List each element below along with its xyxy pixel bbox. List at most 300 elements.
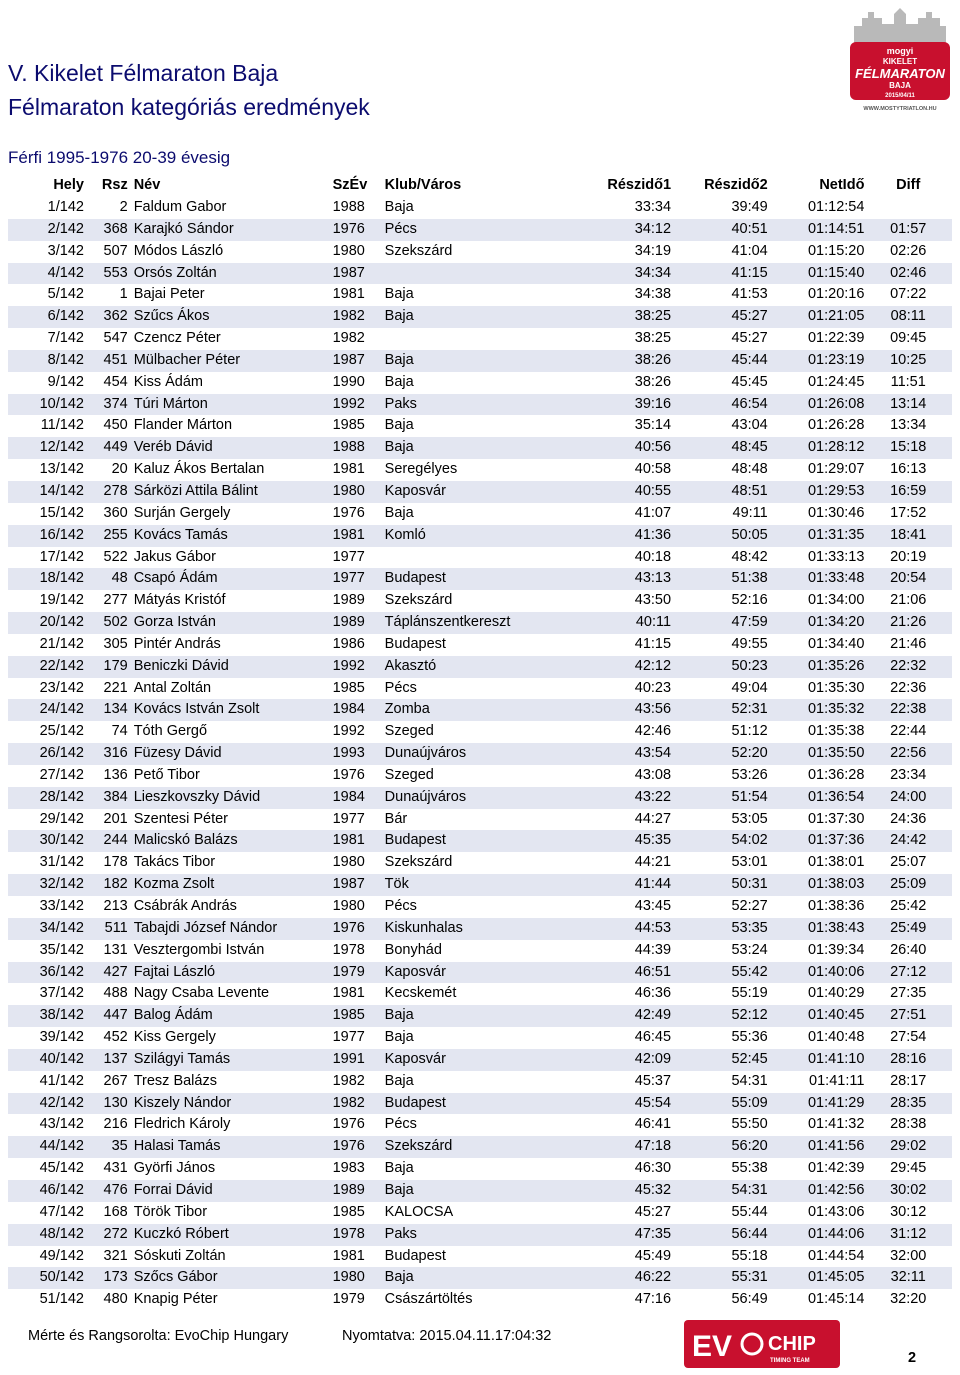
cell-szev: 1988 xyxy=(333,437,379,459)
cell-reszido1: 44:21 xyxy=(634,854,672,871)
cell-szev: 1993 xyxy=(333,743,379,765)
cell-reszido1: 43:22 xyxy=(597,787,671,809)
cell-rsz: 178 xyxy=(103,854,128,871)
cell-rsz: 173 xyxy=(84,1267,128,1289)
cell-szev: 1989 xyxy=(333,612,379,634)
cell-klub: Baja xyxy=(379,1005,598,1027)
cell-reszido1: 44:39 xyxy=(634,941,672,958)
cell-nev: Surján Gergely xyxy=(133,504,231,521)
cell-nev: Malicskó Balázs xyxy=(128,830,333,852)
cell-nev: Karajkó Sándor xyxy=(128,219,333,241)
cell-netido: 01:37:36 xyxy=(768,830,865,852)
cell-reszido2: 50:23 xyxy=(671,656,768,678)
cell-diff: 24:36 xyxy=(890,810,927,827)
cell-reszido2: 55:38 xyxy=(731,1160,768,1177)
table-row xyxy=(8,721,952,743)
cell-hely: 48/142 xyxy=(8,1224,84,1246)
chip-text: CHIP xyxy=(768,1333,816,1355)
cell-klub: Szekszárd xyxy=(384,242,453,259)
cell-diff: 28:35 xyxy=(864,1093,952,1115)
cell-diff: 24:00 xyxy=(864,787,952,809)
cell-klub xyxy=(379,547,598,569)
cell-reszido2: 52:31 xyxy=(671,699,768,721)
cell-reszido2: 51:54 xyxy=(671,787,768,809)
cell-nev: Nagy Csaba Levente xyxy=(133,985,270,1002)
table-row xyxy=(8,1005,952,1027)
cell-hely: 24/142 xyxy=(8,699,84,721)
cell-klub: Budapest xyxy=(379,1093,598,1115)
cell-szev: 1981 xyxy=(332,286,365,303)
cell-klub: Kaposvár xyxy=(379,481,598,503)
cell-reszido2: 52:16 xyxy=(731,592,768,609)
cell-reszido1: 41:44 xyxy=(597,874,671,896)
cell-nev: Kiss Ádám xyxy=(133,373,204,390)
cell-diff: 28:17 xyxy=(890,1072,927,1089)
cell-hely: 38/142 xyxy=(8,1005,84,1027)
cell-hely: 44/142 xyxy=(8,1136,84,1158)
table-row xyxy=(8,1136,952,1158)
cell-rsz: 48 xyxy=(84,568,128,590)
cell-rsz: 480 xyxy=(103,1291,128,1308)
cell-nev: Kaluz Ákos Bertalan xyxy=(133,461,265,478)
cell-hely: 7/142 xyxy=(47,330,84,347)
cell-reszido1: 41:15 xyxy=(634,635,672,652)
cell-szev: 1980 xyxy=(333,1267,379,1289)
cell-hely: 39/142 xyxy=(39,1029,84,1046)
cell-klub: Szekszárd xyxy=(384,854,453,871)
col-hely: Hely xyxy=(53,176,84,193)
cell-klub: Szeged xyxy=(384,723,434,740)
cell-reszido1: 39:16 xyxy=(597,394,671,416)
col-netido: NetIdő xyxy=(819,176,865,193)
cell-klub: Baja xyxy=(379,1267,598,1289)
table-row xyxy=(8,962,952,984)
cell-rsz: 476 xyxy=(84,1180,128,1202)
cell-nev: Forrai Dávid xyxy=(128,1180,333,1202)
cell-diff: 20:54 xyxy=(864,568,952,590)
logo-line1: mogyi xyxy=(886,46,914,56)
cell-szev: 1980 xyxy=(333,481,379,503)
cell-nev: Vesztergombi István xyxy=(133,941,265,958)
table-row xyxy=(8,547,952,569)
cell-nev: Török Tibor xyxy=(133,1203,208,1220)
cell-reszido2: 55:50 xyxy=(731,1116,768,1133)
cell-hely: 40/142 xyxy=(8,1049,84,1071)
cell-rsz: 321 xyxy=(103,1247,128,1264)
cell-rsz: 267 xyxy=(103,1072,128,1089)
race-title: V. Kikelet Félmaraton Baja xyxy=(8,60,279,86)
cell-nev: Pintér András xyxy=(133,635,221,652)
cell-reszido2: 50:31 xyxy=(671,874,768,896)
cell-klub: Tök xyxy=(379,874,598,896)
cell-reszido1: 40:23 xyxy=(634,679,672,696)
cell-rsz: 452 xyxy=(103,1029,128,1046)
cell-szev: 1977 xyxy=(333,568,379,590)
cell-netido: 01:45:05 xyxy=(768,1267,865,1289)
cell-rsz: 507 xyxy=(103,242,128,259)
cell-hely: 13/142 xyxy=(39,461,84,478)
cell-rsz: 360 xyxy=(103,504,128,521)
table-row xyxy=(8,284,952,306)
cell-hely: 47/142 xyxy=(39,1203,84,1220)
col-reszido2: Részidő2 xyxy=(704,176,768,193)
cell-diff: 27:54 xyxy=(890,1029,927,1046)
results-subtitle: Félmaraton kategóriás eredmények xyxy=(8,94,370,120)
cell-diff: 22:36 xyxy=(890,679,927,696)
table-row xyxy=(8,1180,952,1202)
cell-szev: 1981 xyxy=(332,1247,365,1264)
cell-szev: 1983 xyxy=(332,1160,365,1177)
cell-klub: Pécs xyxy=(384,898,417,914)
cell-reszido2: 53:35 xyxy=(671,918,768,940)
cell-diff: 22:44 xyxy=(890,723,927,740)
cell-rsz: 431 xyxy=(103,1160,128,1177)
cell-hely: 33/142 xyxy=(39,898,84,914)
cell-szev: 1982 xyxy=(332,1072,365,1089)
cell-diff: 07:22 xyxy=(890,286,927,303)
cell-diff: 21:46 xyxy=(890,635,927,652)
cell-reszido2: 51:38 xyxy=(671,568,768,590)
cell-reszido1: 40:18 xyxy=(634,548,672,565)
cell-klub: Kiskunhalas xyxy=(379,918,598,940)
cell-diff: 18:41 xyxy=(864,525,952,547)
cell-rsz: 447 xyxy=(84,1005,128,1027)
cell-reszido2: 55:36 xyxy=(731,1029,768,1046)
cell-diff: 32:00 xyxy=(890,1247,927,1264)
cell-netido: 01:36:54 xyxy=(768,787,865,809)
table-row xyxy=(8,1093,952,1115)
cell-diff: 25:09 xyxy=(864,874,952,896)
cell-hely: 14/142 xyxy=(8,481,84,503)
cell-reszido2: 53:24 xyxy=(731,941,768,958)
cell-klub: Zomba xyxy=(379,699,598,721)
cell-reszido2: 45:45 xyxy=(731,373,768,390)
cell-reszido2: 48:48 xyxy=(731,461,768,478)
cell-netido: 01:40:48 xyxy=(807,1029,865,1046)
cell-netido: 01:38:43 xyxy=(768,918,865,940)
cell-klub: Baja xyxy=(384,1160,414,1177)
cell-rsz: 74 xyxy=(111,723,128,740)
cell-hely: 31/142 xyxy=(39,854,84,871)
cell-diff: 28:16 xyxy=(864,1049,952,1071)
cell-klub xyxy=(379,263,598,285)
cell-reszido1: 42:49 xyxy=(597,1005,671,1027)
table-row xyxy=(8,699,952,721)
cell-nev: Tabajdi József Nándor xyxy=(128,918,333,940)
cell-hely: 36/142 xyxy=(8,962,84,984)
cell-rsz: 522 xyxy=(103,548,128,565)
cell-diff xyxy=(864,197,952,219)
cell-rsz: 277 xyxy=(103,592,128,609)
cell-klub: Budapest xyxy=(384,1247,446,1264)
cell-reszido1: 35:14 xyxy=(634,417,672,434)
cell-szev: 1982 xyxy=(333,306,379,328)
cell-szev: 1992 xyxy=(333,394,379,416)
cell-netido: 01:33:48 xyxy=(768,568,865,590)
table-row xyxy=(8,1027,952,1049)
cell-netido: 01:29:07 xyxy=(807,461,865,478)
cell-nev: Fajtai László xyxy=(128,962,333,984)
cell-rsz: 278 xyxy=(84,481,128,503)
cell-netido: 01:21:05 xyxy=(768,306,865,328)
cell-szev: 1987 xyxy=(333,263,379,285)
cell-klub: Dunaújváros xyxy=(379,743,598,765)
cell-rsz: 35 xyxy=(84,1136,128,1158)
cell-reszido1: 34:38 xyxy=(634,286,672,303)
cell-netido: 01:38:03 xyxy=(768,874,865,896)
cell-szev: 1979 xyxy=(333,962,379,984)
cell-nev: Flander Márton xyxy=(133,417,233,434)
cell-hely: 2/142 xyxy=(8,219,84,241)
cell-szev: 1989 xyxy=(332,592,365,609)
cell-klub: Budapest xyxy=(384,635,446,652)
cell-rsz: 182 xyxy=(84,874,128,896)
cell-reszido1: 44:53 xyxy=(597,918,671,940)
cell-szev: 1976 xyxy=(332,1116,365,1133)
table-row xyxy=(8,787,952,809)
cell-nev: Takács Tibor xyxy=(133,854,216,871)
cell-netido: 01:39:34 xyxy=(807,941,865,958)
cell-netido: 01:41:56 xyxy=(768,1136,865,1158)
table-row xyxy=(8,852,952,874)
cell-hely: 8/142 xyxy=(8,350,84,372)
cell-szev: 1987 xyxy=(333,874,379,896)
cell-hely: 6/142 xyxy=(8,306,84,328)
cell-hely: 29/142 xyxy=(39,810,84,827)
table-row xyxy=(8,459,952,481)
cell-netido: 01:35:38 xyxy=(807,723,865,740)
cell-reszido1: 34:19 xyxy=(634,242,672,259)
table-row xyxy=(8,590,952,612)
table-row xyxy=(8,1289,952,1311)
cell-rsz: 449 xyxy=(84,437,128,459)
cell-nev: Veréb Dávid xyxy=(128,437,333,459)
cell-netido: 01:40:06 xyxy=(768,962,865,984)
cell-nev: Antal Zoltán xyxy=(133,679,212,696)
cell-netido: 01:15:20 xyxy=(807,242,865,259)
cell-nev: Kiszely Nándor xyxy=(128,1093,333,1115)
cell-szev: 1981 xyxy=(333,525,379,547)
cell-hely: 27/142 xyxy=(39,766,84,783)
cell-diff: 27:51 xyxy=(864,1005,952,1027)
cell-reszido1: 43:13 xyxy=(597,568,671,590)
cell-diff: 24:42 xyxy=(864,830,952,852)
cell-nev: Czencz Péter xyxy=(133,330,221,347)
cell-diff: 16:59 xyxy=(864,481,952,503)
cell-diff: 21:06 xyxy=(890,592,927,609)
cell-rsz: 255 xyxy=(84,525,128,547)
table-row xyxy=(8,1071,952,1093)
table-row xyxy=(8,874,952,896)
table-row xyxy=(8,1158,952,1180)
cell-diff: 32:11 xyxy=(864,1267,952,1289)
cell-reszido1: 34:12 xyxy=(597,219,671,241)
cell-netido: 01:44:54 xyxy=(807,1247,865,1264)
cell-hely: 28/142 xyxy=(8,787,84,809)
cell-rsz: 131 xyxy=(103,941,128,958)
cell-szev: 1982 xyxy=(333,1093,379,1115)
cell-hely: 26/142 xyxy=(8,743,84,765)
cell-reszido1: 40:55 xyxy=(597,481,671,503)
cell-rsz: 213 xyxy=(103,898,128,914)
cell-diff: 23:34 xyxy=(890,766,927,783)
cell-nev: Kovács Tamás xyxy=(128,525,333,547)
cell-szev: 1985 xyxy=(332,1203,365,1220)
cell-netido: 01:37:30 xyxy=(807,810,865,827)
cell-klub: Paks xyxy=(379,1224,598,1246)
cell-szev: 1992 xyxy=(333,656,379,678)
cell-klub: Kaposvár xyxy=(379,962,598,984)
cell-klub: Pécs xyxy=(384,679,417,696)
cell-diff: 31:12 xyxy=(864,1224,952,1246)
cell-hely: 9/142 xyxy=(47,373,84,390)
cell-klub: Baja xyxy=(384,373,414,390)
cell-rsz: 168 xyxy=(103,1203,128,1220)
cell-netido: 01:36:28 xyxy=(807,766,865,783)
footer-printed: Nyomtatva: 2015.04.11.17:04:32 xyxy=(342,1328,552,1344)
table-row xyxy=(8,1202,952,1224)
cell-szev: 1989 xyxy=(333,1180,379,1202)
col-reszido1: Részidő1 xyxy=(607,176,672,193)
cell-nev: Módos László xyxy=(133,242,224,259)
cell-klub: Baja xyxy=(384,1072,414,1089)
logo-line5: 2015/04/11 xyxy=(885,93,915,99)
cell-netido: 01:22:39 xyxy=(807,330,865,347)
cell-reszido1: 38:25 xyxy=(597,306,671,328)
cell-reszido1: 43:56 xyxy=(597,699,671,721)
cell-rsz: 216 xyxy=(103,1116,128,1133)
cell-reszido2: 48:51 xyxy=(671,481,768,503)
cell-hely: 34/142 xyxy=(8,918,84,940)
cell-klub: Komló xyxy=(379,525,598,547)
cell-hely: 50/142 xyxy=(8,1267,84,1289)
cell-nev: Kuczkó Róbert xyxy=(128,1224,333,1246)
cell-nev: Knapig Péter xyxy=(133,1291,218,1308)
cell-klub: Bár xyxy=(384,810,408,827)
cell-klub: Budapest xyxy=(379,830,598,852)
cell-szev: 1978 xyxy=(332,941,365,958)
cell-reszido2: 56:20 xyxy=(671,1136,768,1158)
cell-rsz: 272 xyxy=(84,1224,128,1246)
cell-hely: 16/142 xyxy=(8,525,84,547)
category-label: Férfi 1995-1976 20-39 évesig xyxy=(8,148,231,167)
cell-klub: Pécs xyxy=(384,1116,417,1133)
cell-rsz: 1 xyxy=(119,286,128,303)
cell-klub: Dunaújváros xyxy=(379,787,598,809)
cell-klub: Baja xyxy=(379,437,598,459)
table-row xyxy=(8,743,952,765)
cell-reszido1: 43:54 xyxy=(597,743,671,765)
cell-netido: 01:41:11 xyxy=(809,1072,865,1089)
cell-reszido2: 45:27 xyxy=(731,330,768,347)
cell-reszido1: 38:25 xyxy=(634,330,672,347)
cell-klub: Táplánszentkereszt xyxy=(379,612,598,634)
cell-reszido2: 53:01 xyxy=(731,854,768,871)
cell-szev: 1976 xyxy=(333,1136,379,1158)
cell-nev: Szilágyi Tamás xyxy=(128,1049,333,1071)
cell-reszido1: 45:27 xyxy=(634,1203,672,1220)
cell-netido: 01:45:14 xyxy=(807,1291,865,1308)
cell-reszido2: 55:31 xyxy=(671,1267,768,1289)
cell-klub: Seregélyes xyxy=(384,461,458,478)
cell-hely: 43/142 xyxy=(39,1116,84,1133)
cell-hely: 32/142 xyxy=(8,874,84,896)
cell-klub xyxy=(379,328,598,350)
table-row xyxy=(8,830,952,852)
cell-reszido2: 52:45 xyxy=(671,1049,768,1071)
cell-szev: 1990 xyxy=(332,373,365,390)
cell-reszido2: 55:42 xyxy=(671,962,768,984)
table-row xyxy=(8,765,952,787)
cell-hely: 46/142 xyxy=(8,1180,84,1202)
cell-klub: Pécs xyxy=(379,219,598,241)
cell-netido: 01:30:46 xyxy=(807,504,865,521)
logo-line2: KIKELET xyxy=(882,57,918,66)
cell-netido: 01:24:45 xyxy=(807,373,865,390)
cell-netido: 01:23:19 xyxy=(768,350,865,372)
cell-szev: 1981 xyxy=(332,985,365,1002)
cell-nev: Beniczki Dávid xyxy=(128,656,333,678)
cell-klub: Császártöltés xyxy=(384,1291,473,1308)
cell-reszido1: 42:12 xyxy=(597,656,671,678)
table-header-row xyxy=(8,172,952,197)
page-number: 2 xyxy=(908,1350,917,1366)
table-row xyxy=(8,656,952,678)
cell-hely: 25/142 xyxy=(39,723,84,740)
cell-klub: Paks xyxy=(379,394,598,416)
cell-reszido1: 46:22 xyxy=(597,1267,671,1289)
table-row xyxy=(8,372,952,394)
cell-reszido2: 45:27 xyxy=(671,306,768,328)
cell-reszido1: 45:49 xyxy=(634,1247,672,1264)
cell-nev: Lieszkovszky Dávid xyxy=(128,787,333,809)
cell-hely: 10/142 xyxy=(8,394,84,416)
cell-szev: 1992 xyxy=(332,723,365,740)
table-row xyxy=(8,241,952,263)
cell-reszido2: 51:12 xyxy=(731,723,768,740)
cell-reszido2: 56:44 xyxy=(671,1224,768,1246)
cell-reszido2: 39:49 xyxy=(731,199,768,215)
cell-reszido2: 49:04 xyxy=(731,679,768,696)
cell-diff: 09:45 xyxy=(890,330,927,347)
cell-hely: 45/142 xyxy=(39,1160,84,1177)
cell-diff: 25:42 xyxy=(890,898,927,914)
table-row xyxy=(8,503,952,525)
table-row xyxy=(8,940,952,962)
timing-team-text: TIMING TEAM xyxy=(770,1358,810,1364)
cell-rsz: 136 xyxy=(103,766,128,783)
cell-diff: 10:25 xyxy=(864,350,952,372)
cell-reszido1: 45:54 xyxy=(597,1093,671,1115)
cell-netido: 01:38:01 xyxy=(807,854,865,871)
table-row xyxy=(8,1114,952,1136)
cell-reszido2: 48:45 xyxy=(671,437,768,459)
cell-rsz: 451 xyxy=(84,350,128,372)
cell-diff: 27:35 xyxy=(890,985,927,1002)
cell-klub: Baja xyxy=(384,417,414,434)
cell-reszido1: 47:35 xyxy=(597,1224,671,1246)
cell-reszido2: 52:12 xyxy=(671,1005,768,1027)
table-row xyxy=(8,634,952,656)
cell-reszido1: 43:45 xyxy=(634,898,672,914)
cell-rsz: 130 xyxy=(84,1093,128,1115)
cell-hely: 1/142 xyxy=(47,199,84,215)
results-body xyxy=(8,197,952,1311)
cell-netido: 01:44:06 xyxy=(768,1224,865,1246)
table-row xyxy=(8,1224,952,1246)
cell-diff: 20:19 xyxy=(890,548,927,565)
cell-szev: 1985 xyxy=(332,679,365,696)
